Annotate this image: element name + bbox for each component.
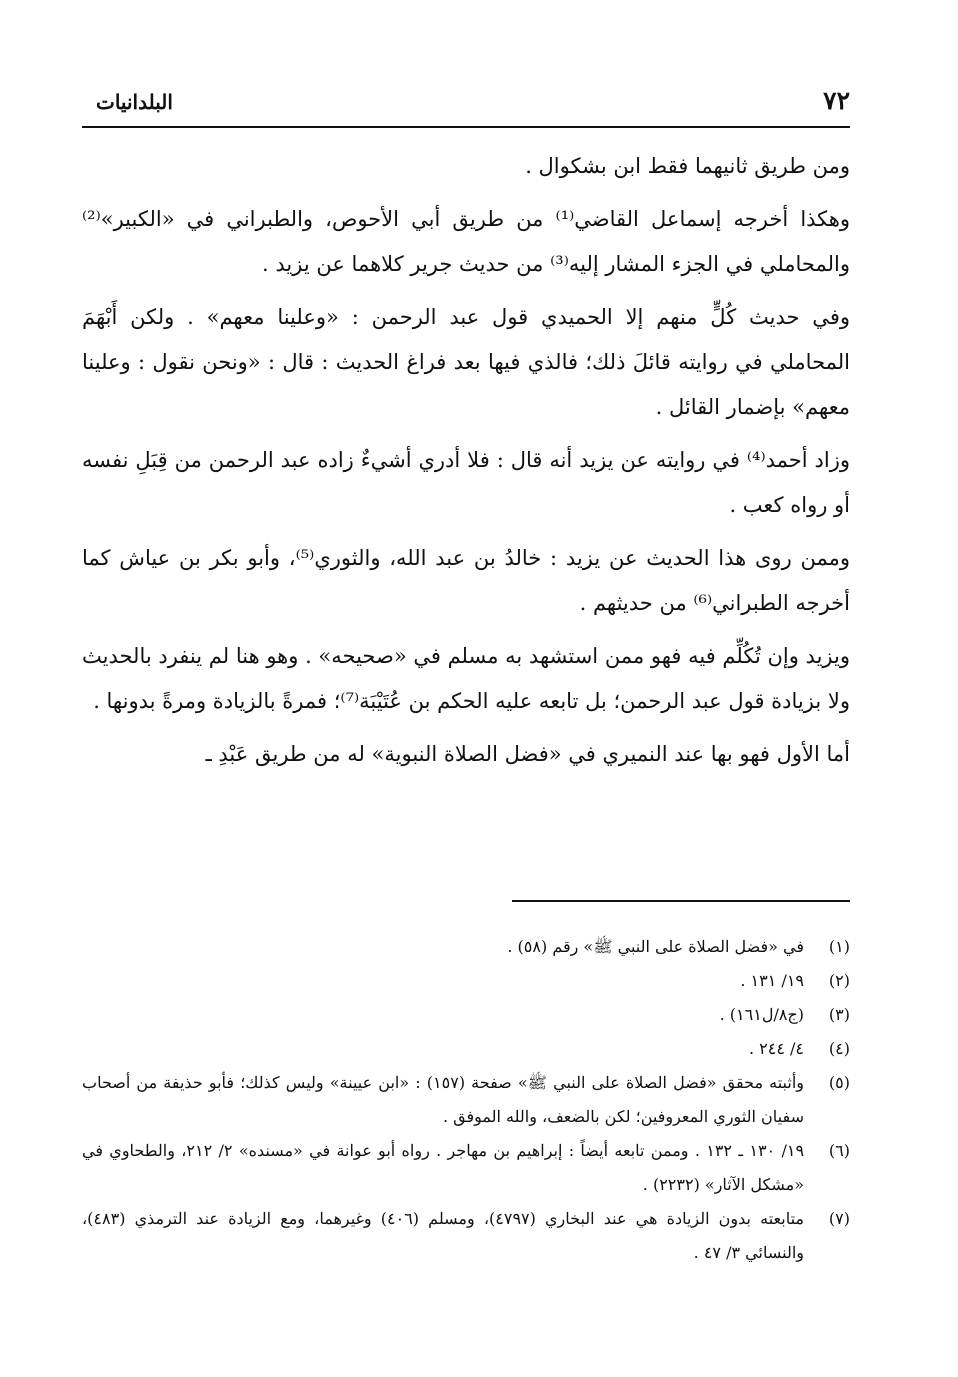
footnote-text: ١٩/ ١٣١ . [740,971,804,990]
footnote-text: ١٩/ ١٣٠ ـ ١٣٢ . وممن تابعه أيضاً : إبراهيم بن مهاجر . رواه أبو عوانة في «مسنده» ٢/ ٢١٢، والطحاوي في «مشكل الآثار» (٢٢٣٢) . [82,1141,805,1194]
page-number: ٧٢ [823,86,850,115]
footnote-text: ٤/ ٢٤٤ . [748,1039,804,1058]
paragraph: وزاد أحمد⁽⁴⁾ في روايته عن يزيد أنه قال : فلا أدري أشيءٌ زاده عبد الرحمن من قِبَلِ نفسه أو رواه كعب . [82,448,850,517]
footnote [82,1032,850,1066]
paragraph: ويزيد وإن تُكُلِّم فيه فهو ممن استشهد به مسلم في «صحيحه» . وهو هنا لم ينفرد بالحديث ولا بزيادة قول عبد الرحمن؛ بل تابعه عليه الحكم بن عُتَيْبَة⁽⁷⁾؛ فمرةً بالزيادة ومرةً بدونها . [82,644,850,713]
running-header [82,78,850,120]
paragraph: وممن روى هذا الحديث عن يزيد : خالدُ بن عبد الله، والثوري⁽⁵⁾، وأبو بكر بن عياش كما أخرجه الطبراني⁽⁶⁾ من حديثهم . [82,546,850,615]
paragraph: ومن طريق ثانيهما فقط ابن بشكوال . [525,154,850,178]
footnote [82,1066,850,1134]
footnotes [82,930,850,1270]
footnote-text: في «فضل الصلاة على النبي ﷺ» رقم (٥٨) . [507,937,804,956]
footnote-number: (٥) [828,1073,850,1092]
footnote-text: (ج٨/ل١٦١) . [719,1005,804,1024]
paragraph: أما الأول فهو بها عند النميري في «فضل الصلاة النبوية» له من طريق عَبْدِ ـ [205,742,850,766]
header-rule [82,126,850,128]
footnote-number: (٤) [828,1039,850,1058]
main-text [82,144,850,785]
footnote-number: (٣) [828,1005,850,1024]
footnote-number: (٢) [828,971,850,990]
footnote-separator [512,900,850,902]
footnote-text: وأثبته محقق «فضل الصلاة على النبي ﷺ» صفحة (١٥٧) : «ابن عيينة» وليس كذلك؛ فأبو حذيفة من أصحاب سفيان الثوري المعروفين؛ لكن بالضعف، والله الموفق . [82,1073,805,1126]
running-title: البلدانيات [96,90,173,114]
footnote [82,1202,850,1270]
footnote-number: (٦) [828,1141,850,1160]
footnote-text: متابعته بدون الزيادة هي عند البخاري (٤٧٩٧)، ومسلم (٤٠٦) وغيرهما، ومع الزيادة عند الترمذي (٤٨٣)، والنسائي ٣/ ٤٧ . [82,1209,805,1262]
paragraph: وهكذا أخرجه إسماعل القاضي⁽¹⁾ من طريق أبي الأحوص، والطبراني في «الكبير»⁽²⁾ والمحاملي في الجزء المشار إليه⁽³⁾ من حديث جرير كلاهما عن يزيد . [82,207,850,276]
footnote [82,1134,850,1202]
book-page [82,78,850,1262]
footnote [82,998,850,1032]
paragraph: وفي حديث كُلٍّ منهم إلا الحميدي قول عبد الرحمن : «وعلينا معهم» . ولكن أَبْهَمَ المحاملي في روايته قائلَ ذلك؛ فالذي فيها بعد فراغ الحديث : قال : «ونحن نقول : وعلينا معهم» بإضمار القائل . [82,305,850,419]
footnote [82,964,850,998]
footnote-number: (٧) [828,1209,850,1228]
footnote-number: (١) [828,937,850,956]
footnote [82,930,850,964]
